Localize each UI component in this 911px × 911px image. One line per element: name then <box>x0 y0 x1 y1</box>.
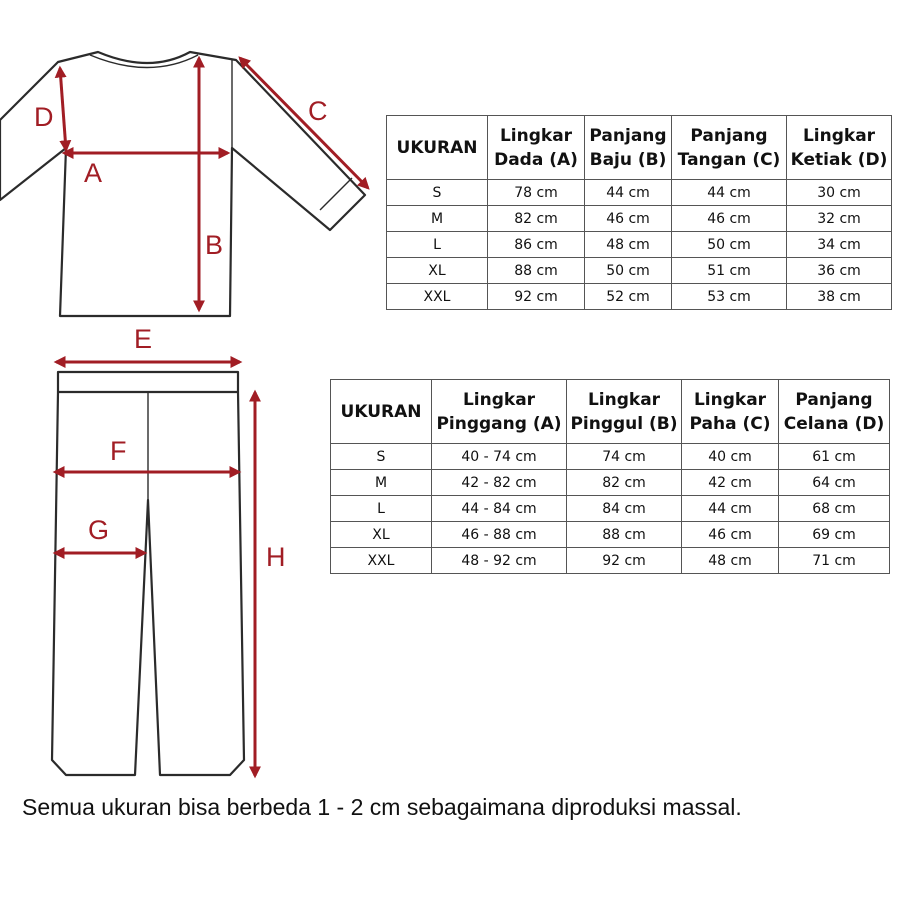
table-row <box>387 206 892 232</box>
table-row <box>331 548 890 574</box>
label-h: H <box>266 542 286 572</box>
label-g: G <box>88 515 110 545</box>
value-cell: 74 cm <box>567 444 682 470</box>
value-cell: 46 cm <box>585 206 672 232</box>
label-b: B <box>205 230 224 260</box>
value-cell: 48 cm <box>585 232 672 258</box>
table-row <box>331 444 890 470</box>
value-cell: 71 cm <box>779 548 890 574</box>
table-row <box>387 284 892 310</box>
pants-illustration <box>52 372 244 775</box>
pants-size-table <box>330 379 890 574</box>
header-cell: Lingkar Dada (A) <box>488 116 585 180</box>
value-cell: 48 - 92 cm <box>432 548 567 574</box>
label-d: D <box>34 102 54 132</box>
value-cell: 38 cm <box>787 284 892 310</box>
size-cell: XL <box>387 258 488 284</box>
value-cell: 30 cm <box>787 180 892 206</box>
table-row <box>387 232 892 258</box>
table-row <box>331 522 890 548</box>
value-cell: 52 cm <box>585 284 672 310</box>
table-row <box>387 258 892 284</box>
value-cell: 44 cm <box>585 180 672 206</box>
header-cell: Lingkar Pinggul (B) <box>567 380 682 444</box>
header-cell: Lingkar Ketiak (D) <box>787 116 892 180</box>
size-cell: L <box>387 232 488 258</box>
value-cell: 40 - 74 cm <box>432 444 567 470</box>
value-cell: 42 - 82 cm <box>432 470 567 496</box>
value-cell: 50 cm <box>672 232 787 258</box>
value-cell: 64 cm <box>779 470 890 496</box>
value-cell: 84 cm <box>567 496 682 522</box>
size-cell: S <box>387 180 488 206</box>
label-e: E <box>134 324 153 354</box>
value-cell: 82 cm <box>488 206 585 232</box>
value-cell: 32 cm <box>787 206 892 232</box>
value-cell: 46 cm <box>682 522 779 548</box>
value-cell: 46 cm <box>672 206 787 232</box>
label-a: A <box>84 158 103 188</box>
table-row <box>331 496 890 522</box>
value-cell: 42 cm <box>682 470 779 496</box>
header-cell: UKURAN <box>387 116 488 180</box>
size-cell: L <box>331 496 432 522</box>
value-cell: 36 cm <box>787 258 892 284</box>
size-cell: XXL <box>331 548 432 574</box>
value-cell: 82 cm <box>567 470 682 496</box>
value-cell: 92 cm <box>567 548 682 574</box>
header-cell: Lingkar Paha (C) <box>682 380 779 444</box>
header-cell: UKURAN <box>331 380 432 444</box>
value-cell: 88 cm <box>567 522 682 548</box>
header-cell: Panjang Celana (D) <box>779 380 890 444</box>
value-cell: 86 cm <box>488 232 585 258</box>
shirt-size-table <box>386 115 892 310</box>
value-cell: 50 cm <box>585 258 672 284</box>
value-cell: 61 cm <box>779 444 890 470</box>
header-cell: Panjang Tangan (C) <box>672 116 787 180</box>
size-cell: M <box>331 470 432 496</box>
shirt-illustration <box>0 52 365 316</box>
table-header-row <box>331 380 890 444</box>
header-cell: Lingkar Pinggang (A) <box>432 380 567 444</box>
table-row <box>331 470 890 496</box>
label-c: C <box>308 96 328 126</box>
pants-measure-lines <box>55 362 255 776</box>
value-cell: 51 cm <box>672 258 787 284</box>
value-cell: 78 cm <box>488 180 585 206</box>
value-cell: 88 cm <box>488 258 585 284</box>
value-cell: 92 cm <box>488 284 585 310</box>
value-cell: 44 cm <box>682 496 779 522</box>
size-cell: M <box>387 206 488 232</box>
value-cell: 46 - 88 cm <box>432 522 567 548</box>
value-cell: 68 cm <box>779 496 890 522</box>
size-cell: XXL <box>387 284 488 310</box>
header-cell: Panjang Baju (B) <box>585 116 672 180</box>
value-cell: 53 cm <box>672 284 787 310</box>
measure-c-line <box>240 58 368 188</box>
size-cell: S <box>331 444 432 470</box>
table-row <box>387 180 892 206</box>
footnote: Semua ukuran bisa berbeda 1 - 2 cm sebagaimana diproduksi massal. <box>22 794 742 820</box>
value-cell: 69 cm <box>779 522 890 548</box>
value-cell: 34 cm <box>787 232 892 258</box>
label-f: F <box>110 436 127 466</box>
measure-d-line <box>60 68 66 150</box>
size-cell: XL <box>331 522 432 548</box>
value-cell: 44 cm <box>672 180 787 206</box>
value-cell: 40 cm <box>682 444 779 470</box>
table-header-row <box>387 116 892 180</box>
value-cell: 44 - 84 cm <box>432 496 567 522</box>
value-cell: 48 cm <box>682 548 779 574</box>
